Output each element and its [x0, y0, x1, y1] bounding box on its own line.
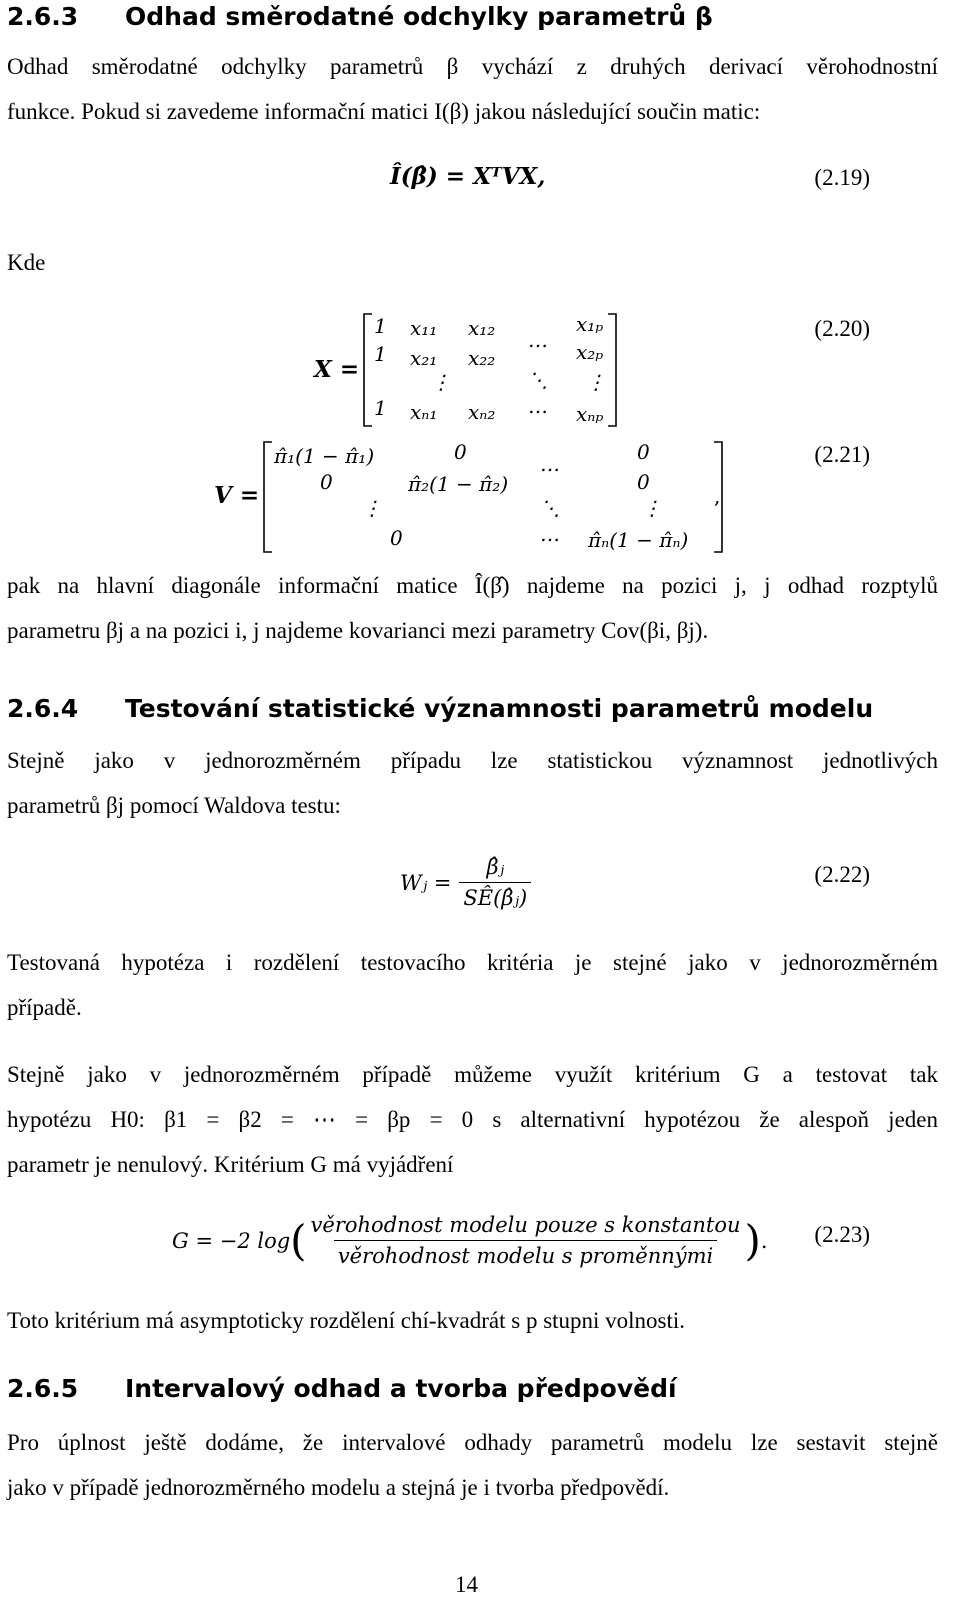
equation-fraction	[307, 1213, 745, 1268]
matrix-cell: π̂₁(1 − π̂₁)	[274, 444, 375, 468]
equation-lhs: Wⱼ =	[400, 870, 452, 895]
paragraph-interval	[7, 1420, 938, 1510]
equation-2-19: Î(β̂) = XᵀVX,	[390, 163, 546, 190]
paragraph-line: Stejně jako v jednorozměrném případě můžeme využít kritérium G a testovat tak	[7, 1062, 938, 1087]
matrix-cell: ⋮	[362, 496, 382, 520]
matrix-cell: π̂₂(1 − π̂₂)	[408, 472, 509, 496]
section-heading-2-6-4	[7, 694, 873, 723]
matrix-cell: ⋱	[528, 368, 548, 392]
paragraph-line: parametr je nenulový. Kritérium G má vyjádření	[7, 1152, 454, 1177]
section-title: Intervalový odhad a tvorba předpovědí	[125, 1374, 677, 1403]
paragraph-line: pak na hlavní diagonále informační matice Î(β̂) najdeme na pozici j, j odhad rozptylů	[7, 573, 938, 598]
section-number: 2.6.4	[7, 694, 79, 723]
right-paren: )	[744, 1215, 761, 1265]
fraction-numerator: věrohodnost modelu pouze s konstantou	[310, 1213, 741, 1237]
paragraph-line: Testovaná hypotéza i rozdělení testovacího kritéria je stejné jako v jednorozměrném	[7, 950, 938, 975]
matrix-x-label: X =	[314, 356, 360, 383]
section-title: Odhad směrodatné odchylky parametrů β	[125, 2, 713, 31]
paragraph-line: případě.	[7, 995, 82, 1020]
paragraph-line: Odhad směrodatné odchylky parametrů β vychází z druhých derivací věrohodnostní	[7, 54, 938, 79]
paragraph-hypothesis	[7, 940, 938, 1030]
matrix-cell: ⋮	[586, 370, 606, 394]
section-number: 2.6.5	[7, 1374, 79, 1403]
paragraph-criterion-g	[7, 1052, 938, 1187]
equation-number: (2.19)	[814, 165, 870, 190]
matrix-cell: x₂₁	[410, 346, 438, 370]
equation-2-23	[172, 1213, 768, 1268]
matrix-cell: xₙ₂	[468, 400, 496, 424]
paragraph-line: parametrů βj pomocí Waldova testu:	[7, 793, 341, 818]
matrix-cell: 0	[637, 440, 650, 464]
paragraph-diagonal	[7, 563, 938, 653]
matrix-cell: 0	[390, 526, 403, 550]
paragraph-chi-square	[7, 1298, 938, 1343]
matrix-cell: ⋮	[642, 496, 662, 520]
matrix-cell: ⋮	[431, 370, 451, 394]
equation-number: (2.22)	[814, 862, 870, 887]
matrix-cell: ⋱	[540, 496, 560, 520]
paragraph-line: Toto kritérium má asymptoticky rozdělení chí-kvadrát s p stupni volnosti.	[7, 1308, 686, 1333]
matrix-cell: x₁₁	[410, 316, 438, 340]
matrix-trailing-comma: ,	[714, 484, 721, 508]
equation-lhs: G = −2 log	[172, 1228, 291, 1253]
section-heading-2-6-5	[7, 1374, 677, 1403]
paragraph-line: hypotézu H0: β1 = β2 = ⋯ = βp = 0 s alternativní hypotézou že alespoň jeden	[7, 1107, 938, 1132]
matrix-cell: x₂ₚ	[576, 340, 604, 364]
matrix-cell: x₂₂	[468, 346, 496, 370]
paragraph-line: funkce. Pokud si zavedeme informační matici I(β) jakou následující součin matic:	[7, 99, 761, 124]
matrix-cell: 0	[320, 470, 333, 494]
page-number: 14	[455, 1572, 478, 1597]
fraction-denominator: věrohodnost modelu s proměnnými	[334, 1240, 717, 1268]
equation-number: (2.21)	[814, 442, 870, 467]
matrix-cell: xₙₚ	[576, 402, 604, 426]
paragraph-line: jako v případě jednorozměrného modelu a stejná je i tvorba předpovědí.	[7, 1475, 670, 1500]
matrix-cell: …	[528, 328, 548, 352]
paragraph-kde: Kde	[7, 250, 46, 275]
paragraph-line: Pro úplnost ještě dodáme, že intervalové odhady parametrů modelu lze sestavit stejně	[7, 1430, 938, 1455]
equation-fraction	[459, 855, 531, 910]
fraction-numerator: β̂ⱼ	[486, 855, 505, 879]
matrix-cell: 0	[637, 470, 650, 494]
matrix-cell: x₁ₚ	[576, 312, 604, 336]
matrix-cell: 0	[454, 440, 467, 464]
paragraph-wald	[7, 738, 938, 828]
matrix-cell: 1	[374, 396, 387, 420]
paragraph-line: Stejně jako v jednorozměrném případu lze statistickou významnost jednotlivých	[7, 748, 938, 773]
equation-2-22	[400, 855, 531, 910]
matrix-cell: …	[528, 394, 548, 418]
matrix-v-brackets	[262, 440, 732, 556]
equation-trailing-period: .	[760, 1228, 768, 1253]
matrix-cell: xₙ₁	[410, 400, 438, 424]
section-number: 2.6.3	[7, 2, 79, 31]
fraction-denominator: SÊ(β̂ⱼ)	[459, 882, 531, 910]
equation-number: (2.23)	[814, 1222, 870, 1247]
matrix-v-label: V =	[214, 482, 260, 509]
paragraph-line: parametru βj a na pozici i, j najdeme kovarianci mezi parametry Cov(βi, βj).	[7, 618, 709, 643]
section-title: Testování statistické významnosti parametrů modelu	[125, 694, 874, 723]
section-heading-2-6-3	[7, 2, 713, 31]
matrix-cell: 1	[374, 342, 387, 366]
matrix-cell: …	[540, 452, 560, 476]
paragraph-intro	[7, 44, 938, 134]
left-paren: (	[290, 1215, 307, 1265]
matrix-cell: π̂ₙ(1 − π̂ₙ)	[588, 528, 689, 552]
matrix-cell: x₁₂	[468, 316, 496, 340]
matrix-x-brackets	[362, 312, 622, 430]
matrix-cell: …	[540, 522, 560, 546]
equation-number: (2.20)	[814, 316, 870, 341]
matrix-cell: 1	[374, 314, 387, 338]
